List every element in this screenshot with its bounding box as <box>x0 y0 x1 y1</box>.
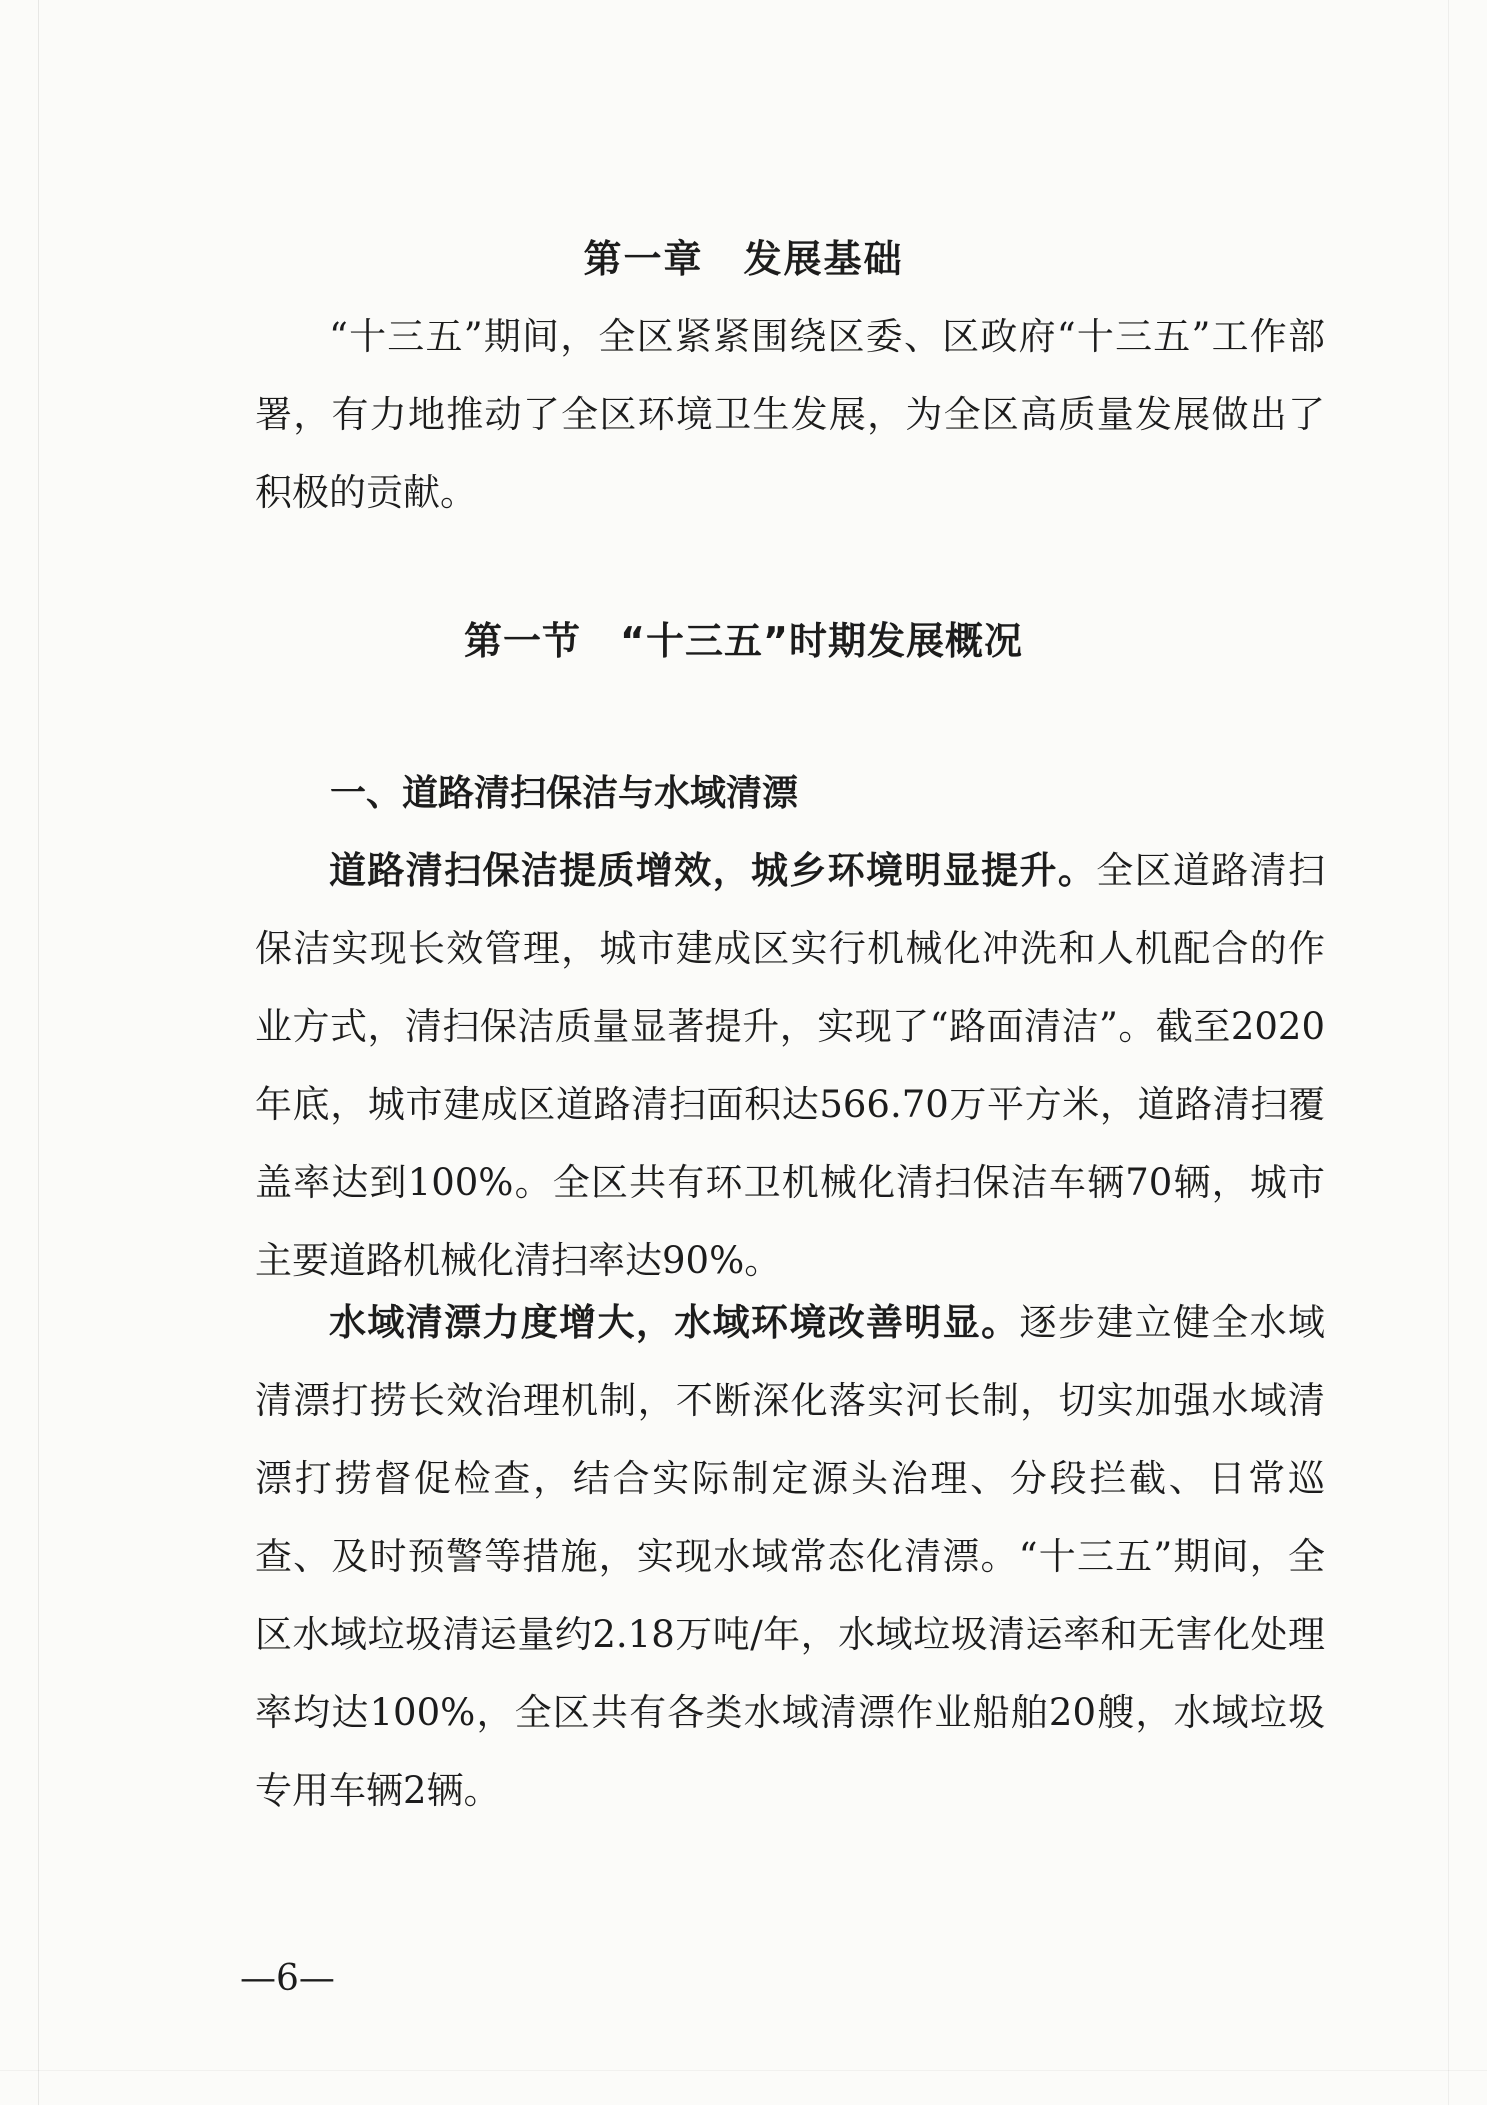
subheading: 一、道路清扫保洁与水域清漂 <box>330 773 799 814</box>
water-cleaning-paragraph <box>255 1284 1325 1830</box>
chapter-title: 第一章 发展基础 <box>583 237 904 281</box>
section-title: 第一节 “十三五”时期发展概况 <box>464 619 1023 663</box>
water-cleaning-body: 逐步建立健全水域清漂打捞长效治理机制，不断深化落实河长制，切实加强水域清漂打捞督促检查，结合实际制定源头治理、分段拦截、日常巡查、及时预警等措施，实现水域常态化清漂。“十三五”期间，全区水域垃圾清运量约2.18万吨/年，水域垃圾清运率和无害化处理率均达100%，全区共有各类水域清漂作业船舶20艘，水域垃圾专用车辆2辆。 <box>255 1301 1326 1812</box>
scan-edge-bottom <box>0 2070 1487 2071</box>
road-cleaning-paragraph <box>255 832 1325 1300</box>
scan-edge-right <box>1448 0 1449 2105</box>
road-cleaning-body: 全区道路清扫保洁实现长效管理，城市建成区实行机械化冲洗和人机配合的作业方式，清扫保洁质量显著提升，实现了“路面清洁”。截至2020年底，城市建成区道路清扫面积达566.70万平方米，道路清扫覆盖率达到100%。全区共有环卫机械化清扫保洁车辆70辆，城市主要道路机械化清扫率达90%。 <box>255 849 1326 1282</box>
page-number: —6— <box>240 1958 335 1999</box>
chapter-intro-paragraph: “十三五”期间，全区紧紧围绕区委、区政府“十三五”工作部署，有力地推动了全区环境卫生发展，为全区高质量发展做出了积极的贡献。 <box>255 315 1325 514</box>
scan-edge-left <box>38 0 39 2105</box>
road-cleaning-lead: 道路清扫保洁提质增效，城乡环境明显提升。 <box>329 849 1097 892</box>
water-cleaning-lead: 水域清漂力度增大，水域环境改善明显。 <box>329 1301 1020 1344</box>
